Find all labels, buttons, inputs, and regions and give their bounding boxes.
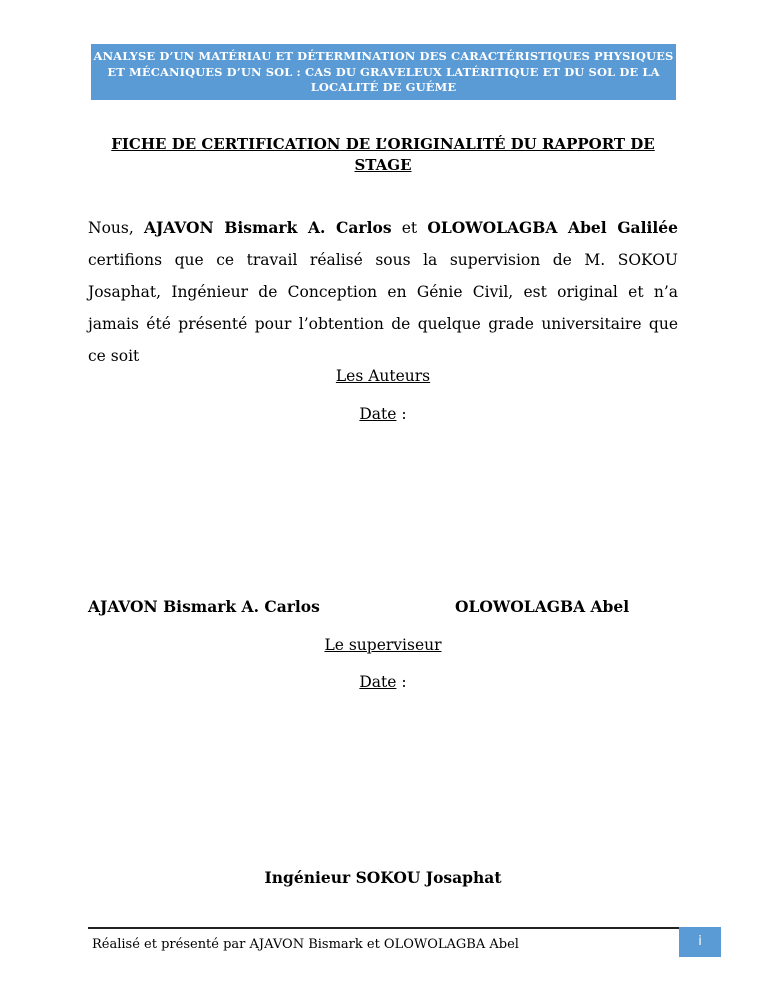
page-title: FICHE DE CERTIFICATION DE L’ORIGINALITÉ DU RAPPORT DE STAGE [111, 135, 655, 174]
signature-author2: OLOWOLAGBA Abel [455, 597, 630, 616]
authors-label-line [88, 367, 678, 385]
and-text: et [391, 219, 428, 237]
supervisor-label: Le superviseur [324, 636, 442, 654]
date-colon: : [396, 673, 407, 691]
certification-paragraph [88, 212, 678, 372]
footer-divider [88, 927, 679, 929]
footer-text: Réalisé et présenté par AJAVON Bismark et OLOWOLAGBA Abel [92, 937, 519, 952]
supervisor-date-line [88, 673, 678, 691]
authors-label: Les Auteurs [335, 367, 431, 385]
author2-name: OLOWOLAGBA Abel Galilée [427, 218, 678, 237]
supervisor-label-line [88, 636, 678, 654]
supervisor-name: Ingénieur SOKOU Josaphat [264, 868, 502, 887]
body-text: certifions que ce travail réalisé sous la supervision de M. SOKOU Josaphat, Ingénieur de Conception en Génie Civil, est original et n’a jamais été présenté pour l’obtention de quelque grade universitaire que ce soit [88, 251, 678, 365]
supervisor-date-label: Date [359, 673, 397, 691]
header-banner: ANALYSE D’UN MATÉRIAU ET DÉTERMINATION DES CARACTÉRISTIQUES PHYSIQUES ET MÉCANIQUES D’UN SOL : CAS DU GRAVELEUX LATÉRITIQUE ET DU SOL DE LA LOCALITÉ DE GUÉME [91, 44, 676, 100]
author1-name: AJAVON Bismark A. Carlos [143, 218, 392, 237]
authors-date-line [88, 405, 678, 423]
date-colon: : [396, 405, 407, 423]
intro-text: Nous, [88, 219, 144, 237]
authors-date-label: Date [359, 405, 397, 423]
page-number: i [679, 927, 721, 957]
signature-author1: AJAVON Bismark A. Carlos [88, 597, 320, 616]
